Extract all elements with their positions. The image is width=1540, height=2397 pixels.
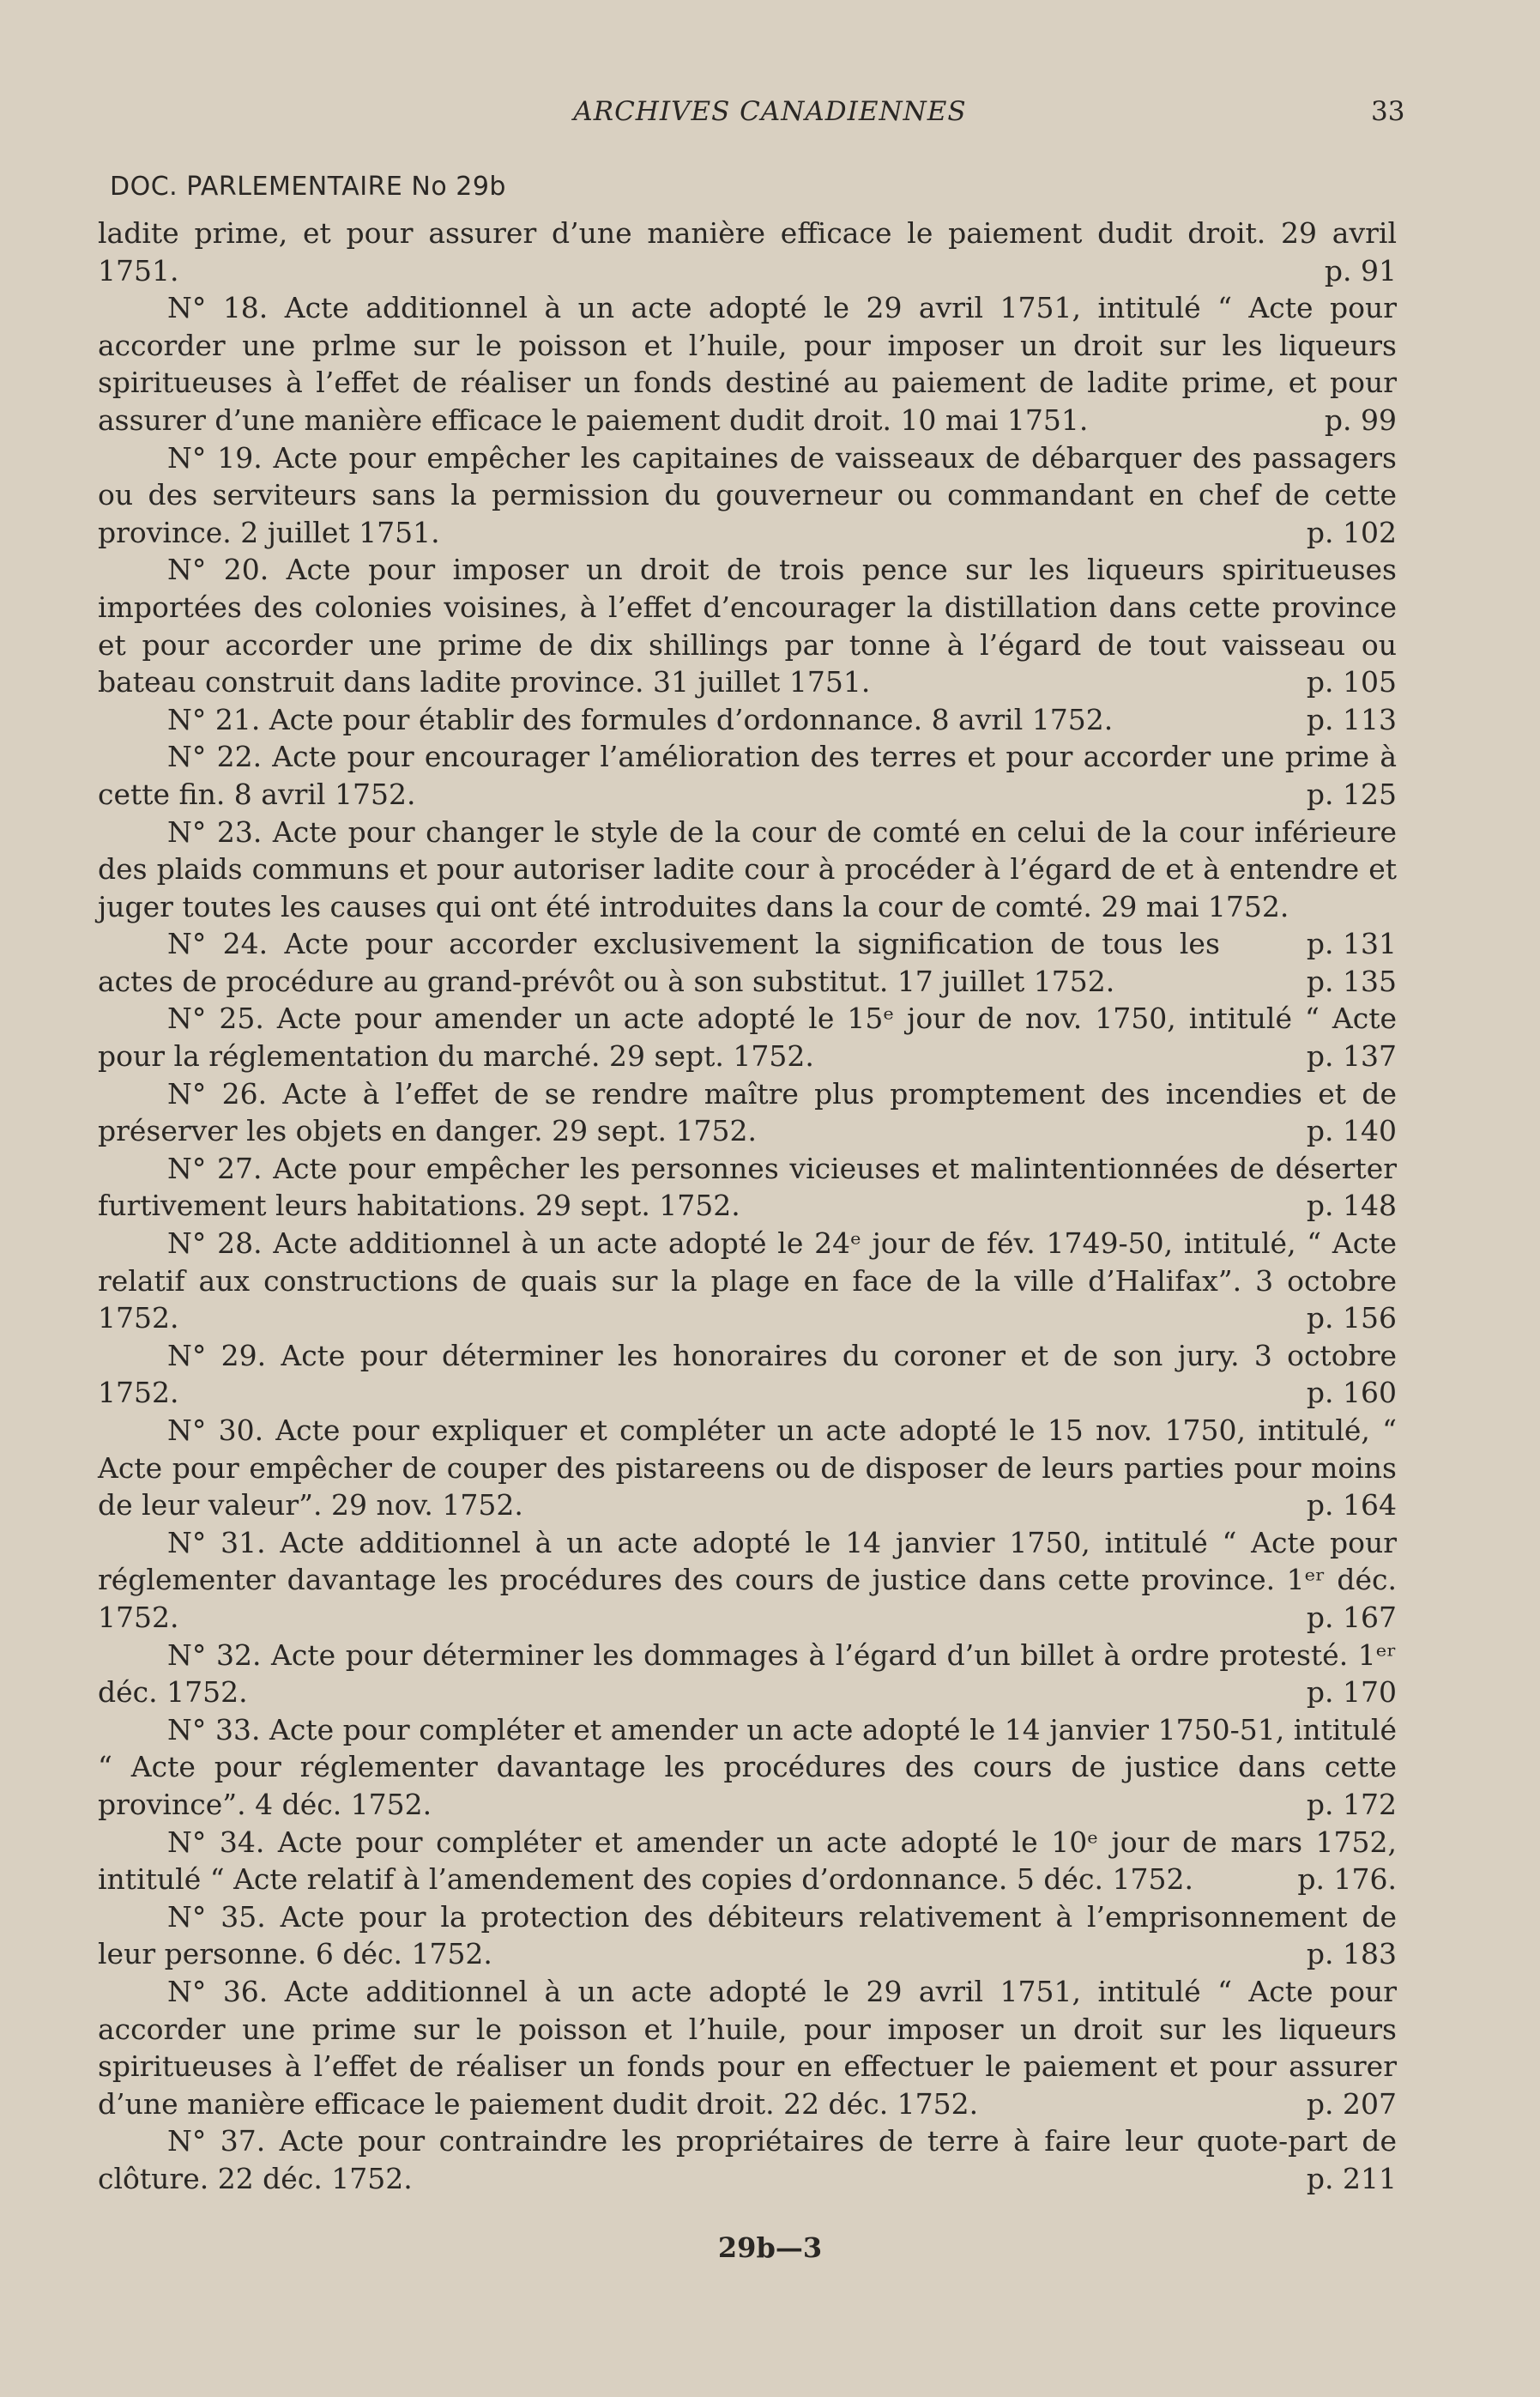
page-reference: p. 140 [1306, 1114, 1397, 1148]
page-reference: p. 164 [1306, 1488, 1397, 1522]
list-item [98, 551, 1397, 700]
entry-text: N° 30. Acte pour expliquer et compléter un acte adopté le 15 nov. 1750, intitulé, “ Acte pour empêcher de couper des pistareens ou de disposer de leurs parties pour moins de leur valeur”. 29 nov. 1752. [98, 1413, 1397, 1522]
list-item [98, 814, 1397, 961]
entry-text: N° 24. Acte pour accorder exclusivement la signification de tous les actes de procédure au grand-prévôt ou à son substitut. 17 juillet 1752. [98, 927, 1220, 998]
list-item [98, 701, 1397, 739]
page-reference: p. 156 [1306, 1301, 1397, 1335]
page-reference: p. 99 [1324, 403, 1397, 437]
list-item [98, 1711, 1397, 1824]
entry-text: N° 23. Acte pour changer le style de la cour de comté en celui de la cour inférieure des plaids communs et pour autoriser ladite cour à procéder à l’égard de et à entendre et juger toutes les causes qui ont été introduites dans la cour de comté. 29 mai 1752. [98, 814, 1397, 923]
list-item [98, 738, 1397, 813]
list-item [98, 2122, 1397, 2197]
list-item [98, 1973, 1397, 2122]
entry-text: N° 31. Acte additionnel à un acte adopté le 14 janvier 1750, intitulé “ Acte pour réglementer davantage les procédures des cours de justice dans cette province. 1ᵉʳ déc. 1752. [98, 1525, 1397, 1634]
list-item [98, 1337, 1397, 1412]
list-item [98, 439, 1397, 552]
entries-list [98, 215, 1397, 2197]
list-item [98, 925, 1397, 1000]
entry-text: N° 21. Acte pour établir des formules d’ordonnance. 8 avril 1752. [167, 702, 1114, 736]
page-reference: p. 183 [1306, 1937, 1397, 1971]
entry-text: N° 34. Acte pour compléter et amender un acte adopté le 10ᵉ jour de mars 1752, intitulé “ Acte relatif à l’amendement des copies d’ordonnance. 5 déc. 1752. [98, 1825, 1397, 1897]
doc-label: DOC. PARLEMENTAIRE No 29b [110, 172, 506, 202]
entry-text: N° 26. Acte à l’effet de se rendre maître plus promptement des incendies et de préserver les objets en danger. 29 sept. 1752. [98, 1076, 1397, 1148]
page-reference: p. 170 [1306, 1675, 1397, 1710]
list-item [98, 1412, 1397, 1524]
list-item [98, 1898, 1397, 1973]
list-item [98, 215, 1397, 289]
page-reference: p. 125 [1306, 777, 1397, 811]
entry-text: N° 36. Acte additionnel à un acte adopté le 29 avril 1751, intitulé “ Acte pour accorder une prime sur le poisson et l’huile, pour imposer un droit sur les liqueurs spiritueuses à l’effet de réaliser un fonds pour en effectuer le paiement et pour assurer d’une manière efficace le paiement dudit droit. 22 déc. 1752. [98, 1974, 1397, 2121]
list-item [98, 1524, 1397, 1637]
entry-text: N° 25. Acte pour amender un acte adopté le 15ᵉ jour de nov. 1750, intitulé “ Acte pour la réglementation du marché. 29 sept. 1752. [98, 1002, 1397, 1074]
page-reference: p. 160 [1306, 1376, 1397, 1410]
list-item [98, 1150, 1397, 1225]
entry-text: N° 33. Acte pour compléter et amender un acte adopté le 14 janvier 1750-51, intitulé “ Acte pour réglementer davantage les procédures des cours de justice dans cette province”. 4 déc. 1752. [98, 1712, 1397, 1821]
page-reference: p. 102 [1306, 515, 1397, 549]
page-number: 33 [1371, 96, 1405, 127]
running-title: ARCHIVES CANADIENNES [573, 96, 967, 127]
entry-text: ladite prime, et pour assurer d’une manière efficace le paiement dudit droit. 29 avril 1751. [98, 216, 1397, 288]
list-item [98, 289, 1397, 439]
page-reference: p. 135 [1306, 964, 1397, 998]
page-reference: p. 105 [1306, 665, 1397, 699]
entry-text: N° 19. Acte pour empêcher les capitaines de vaisseaux de débarquer des passagers ou des serviteurs sans la permission du gouverneur ou commandant en chef de cette province. 2 juillet 1751. [98, 440, 1397, 549]
list-item [98, 1824, 1397, 1898]
page-reference: p. 211 [1306, 2161, 1397, 2195]
entry-text: N° 20. Acte pour imposer un droit de trois pence sur les liqueurs spiritueuses importées des colonies voisines, à l’effet d’encourager la distillation dans cette province et pour accorder une prime de dix shillings par tonne à l’égard de tout vaisseau ou bateau construit dans ladite province. 31 juillet 1751. [98, 553, 1397, 699]
list-item [98, 1075, 1397, 1150]
list-item [98, 1000, 1397, 1074]
entry-text: N° 37. Acte pour contraindre les propriétaires de terre à faire leur quote-part de clôture. 22 déc. 1752. [98, 2124, 1397, 2195]
entry-text: N° 22. Acte pour encourager l’amélioration des terres et pour accorder une prime à cette fin. 8 avril 1752. [98, 740, 1397, 811]
list-item [98, 1225, 1397, 1337]
entry-text: N° 18. Acte additionnel à un acte adopté le 29 avril 1751, intitulé “ Acte pour accorder une prlme sur le poisson et l’huile, pour imposer un droit sur les liqueurs spiritueuses à l’effet de réaliser un fonds destiné au paiement de ladite prime, et pour assurer d’une manière efficace le paiement dudit droit. 10 mai 1751. [98, 291, 1397, 437]
entry-text: N° 28. Acte additionnel à un acte adopté le 24ᵉ jour de fév. 1749-50, intitulé, “ Acte relatif aux constructions de quais sur la plage en face de la ville d’Halifax”. 3 octobre 1752. [98, 1226, 1397, 1335]
page-reference: p. 172 [1306, 1787, 1397, 1821]
page-reference: p. 113 [1306, 702, 1397, 736]
page-reference: p. 176. [1297, 1862, 1397, 1897]
list-item [98, 1637, 1397, 1711]
page-reference: p. 91 [1324, 253, 1397, 288]
page-reference: p. 137 [1306, 1039, 1397, 1074]
entry-text: N° 35. Acte pour la protection des débiteurs relativement à l’emprisonnement de leur personne. 6 déc. 1752. [98, 1899, 1397, 1971]
page-reference: p. 207 [1306, 2086, 1397, 2121]
page-reference: p. 167 [1306, 1600, 1397, 1634]
entry-text: N° 27. Acte pour empêcher les personnes vicieuses et malintentionnées de déserter furtivement leurs habitations. 29 sept. 1752. [98, 1151, 1397, 1223]
page-reference: p. 131 [1306, 927, 1397, 961]
entry-text: N° 32. Acte pour déterminer les dommages à l’égard d’un billet à ordre protesté. 1ᵉʳ déc. 1752. [98, 1637, 1397, 1710]
page-reference: p. 148 [1306, 1189, 1397, 1223]
entry-text: N° 29. Acte pour déterminer les honoraires du coroner et de son jury. 3 octobre 1752. [98, 1338, 1397, 1410]
signature-mark: 29b—3 [717, 2231, 823, 2264]
